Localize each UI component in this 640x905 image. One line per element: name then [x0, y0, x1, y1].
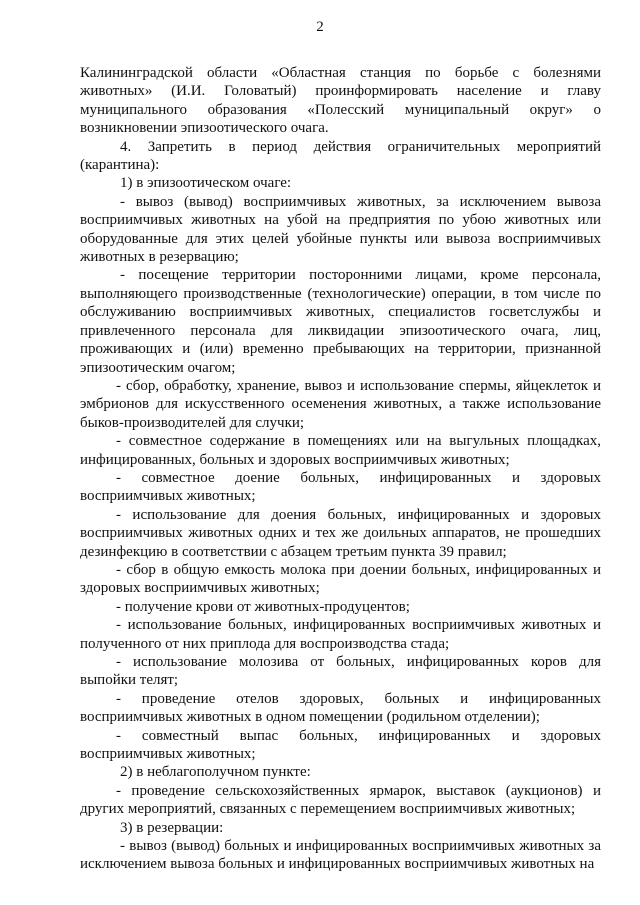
- subheading-unfavorable-point: 2) в неблагополучном пункте:: [120, 764, 311, 781]
- list-item: - получение крови от животных-продуцентов;: [116, 598, 410, 615]
- list-item: - совместное содержание в помещениях или на выгульных площадках, инфицированных, больных и здоровых восприимчивых животных;: [80, 433, 601, 468]
- list-item: - совместный выпас больных, инфицированных и здоровых восприимчивых животных;: [80, 727, 601, 763]
- list-item: - совместное доение больных, инфицированных и здоровых восприимчивых животных;: [80, 469, 601, 505]
- list-item: - сбор в общую емкость молока при доении больных, инфицированных и здоровых восприимчивых животных;: [80, 561, 601, 597]
- paragraph-intro: Калининградской области «Областная станция по борьбе с болезнями животных» (И.И. Головатый) проинформировать население и главу муниципального образования «Полесский муниципальный округ» о возникновении эпизоотического очага.: [80, 65, 601, 137]
- list-item: - сбор, обработку, хранение, вывоз и использование спермы, яйцеклеток и эмбрионов для искусственного осеменения животных, а также использование быков-производителей для случки;: [80, 377, 601, 431]
- paragraph-item-4: 4. Запретить в период действия ограничительных мероприятий (карантина):: [80, 138, 601, 174]
- list-item: - посещение территории посторонними лицами, кроме персонала, выполняющего производственные (технологические) операции, в том числе по обслуживанию восприимчивых животных, специалистов госветслужбы и привлеченного персонала для ликвидации эпизоотического очага, лиц, проживающих и (или) временно пребывающих на территории, признанной эпизоотическим очагом;: [80, 267, 601, 376]
- list-item: - вывоз (вывод) восприимчивых животных, за исключением вывоза восприимчивых животных на убой на предприятия по убою животных или оборудованные для этих целей убойные пункты или вывоза восприимчивых животных в резервацию;: [80, 193, 601, 266]
- list-item: - проведение отелов здоровых, больных и инфицированных восприимчивых животных в одном помещении (родильном отделении);: [80, 690, 601, 726]
- list-item: - проведение сельскохозяйственных ярмарок, выставок (аукционов) и других мероприятий, связанных с перемещением восприимчивых животных;: [80, 782, 601, 818]
- document-body: [80, 64, 601, 874]
- list-item: - вывоз (вывод) больных и инфицированных восприимчивых животных за исключением вывоза больных и инфицированных восприимчивых животных на: [80, 838, 601, 873]
- list-item: - использование больных, инфицированных восприимчивых животных и полученного от них приплода для воспроизводства стада;: [80, 617, 601, 652]
- subheading-reservation: 3) в резервации:: [120, 819, 224, 836]
- list-item: - использование для доения больных, инфицированных и здоровых восприимчивых животных одних и тех же доильных аппаратов, не прошедших дезинфекцию в соответствии с абзацем третьим пункта 39 правил;: [80, 506, 601, 560]
- subheading-episootic-focus: 1) в эпизоотическом очаге:: [120, 175, 292, 192]
- list-item: - использование молозива от больных, инфицированных коров для выпойки телят;: [80, 654, 601, 689]
- page-number: 2: [316, 19, 324, 35]
